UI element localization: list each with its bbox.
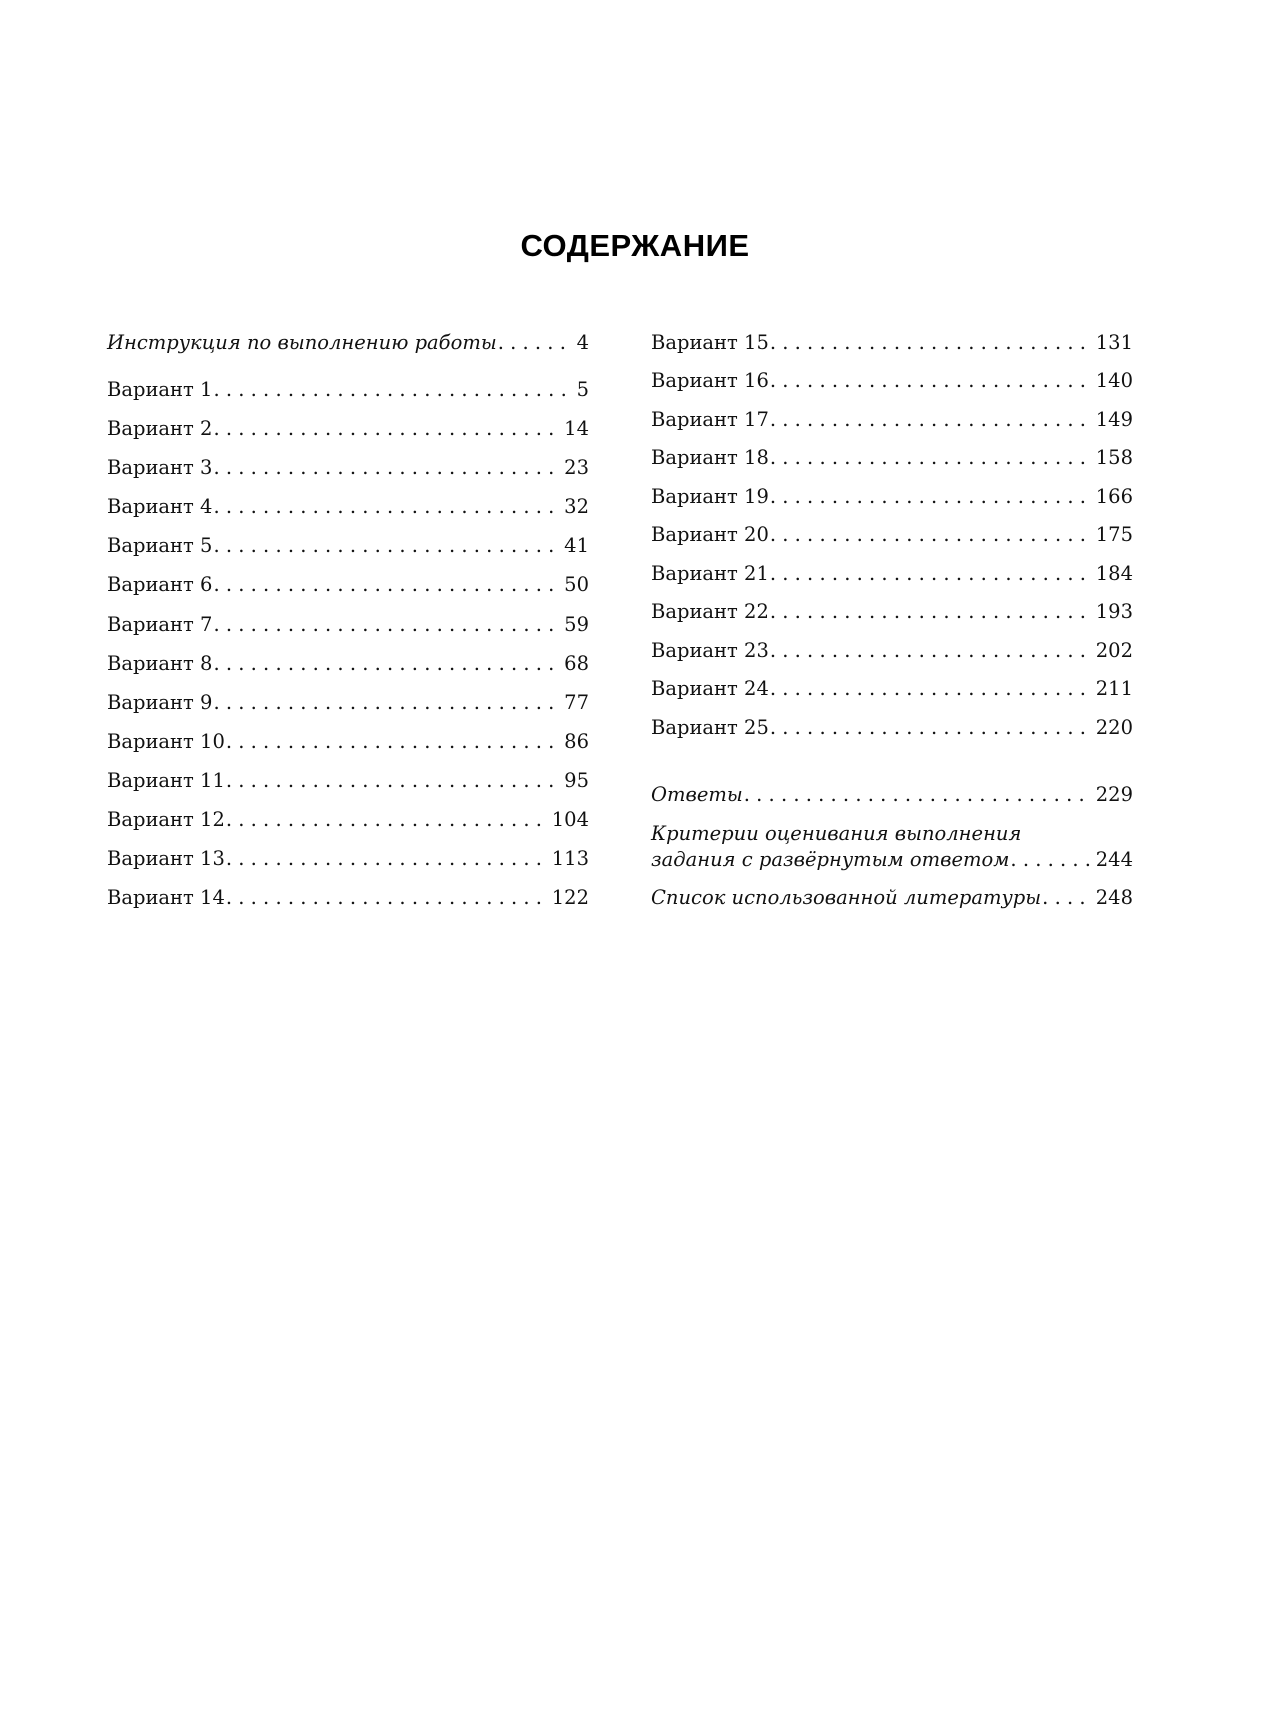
toc-entry-page: 77 xyxy=(564,691,589,714)
toc-entry[interactable] xyxy=(651,484,1133,510)
toc-entry-page: 122 xyxy=(551,886,589,909)
toc-entry-label: Вариант 2 xyxy=(107,417,213,440)
toc-entry-page: 41 xyxy=(564,534,589,557)
dot-leader xyxy=(770,445,1092,471)
toc-entry-label: Вариант 24 xyxy=(651,677,769,700)
dot-leader xyxy=(226,807,548,833)
toc-entry[interactable] xyxy=(107,416,589,442)
dot-leader xyxy=(213,377,572,403)
toc-entry[interactable] xyxy=(107,729,589,755)
toc-entry-label: Вариант 25 xyxy=(651,716,769,739)
dot-leader xyxy=(213,455,560,481)
dot-leader xyxy=(770,407,1092,433)
dot-leader xyxy=(770,330,1092,356)
toc-entry-label: Вариант 21 xyxy=(651,562,769,585)
toc-entry[interactable] xyxy=(107,768,589,794)
toc-entry-criteria[interactable] xyxy=(651,821,1133,873)
toc-entry-bibliography[interactable] xyxy=(651,885,1133,911)
toc-entry-page: 202 xyxy=(1095,639,1133,662)
toc-entry-page: 175 xyxy=(1095,523,1133,546)
toc-entry-page: 220 xyxy=(1095,716,1133,739)
toc-entry-instruction[interactable] xyxy=(107,330,589,356)
page-title: СОДЕРЖАНИЕ xyxy=(520,228,750,263)
toc-entry[interactable] xyxy=(107,455,589,481)
toc-entry[interactable] xyxy=(107,846,589,872)
toc-entry-label: Вариант 9 xyxy=(107,691,213,714)
toc-entry-label: Вариант 19 xyxy=(651,485,769,508)
toc-entry-label: Вариант 15 xyxy=(651,331,769,354)
toc-entry-label: Вариант 16 xyxy=(651,369,769,392)
toc-entry-label: Вариант 8 xyxy=(107,652,213,675)
toc-entry[interactable] xyxy=(107,885,589,911)
toc-entry-label: Вариант 3 xyxy=(107,456,213,479)
toc-entry[interactable] xyxy=(651,638,1133,664)
toc-entry-label: Вариант 5 xyxy=(107,534,213,557)
toc-entry-page: 86 xyxy=(564,730,589,753)
toc-entry-label: Вариант 11 xyxy=(107,769,225,792)
toc-entry-label-line-1: Критерии оценивания выполнения xyxy=(651,822,1022,845)
toc-entry-page: 193 xyxy=(1095,600,1133,623)
toc-entry[interactable] xyxy=(107,377,589,403)
toc-entry-page: 166 xyxy=(1095,485,1133,508)
toc-entry-page: 59 xyxy=(564,613,589,636)
toc-entry-page: 229 xyxy=(1095,783,1133,806)
dot-leader xyxy=(213,572,560,598)
toc-entry-page: 158 xyxy=(1095,446,1133,469)
toc-entry-label: Вариант 17 xyxy=(651,408,769,431)
toc-entry-label: Вариант 4 xyxy=(107,495,213,518)
toc-entry[interactable] xyxy=(107,494,589,520)
toc-entry-label: Вариант 12 xyxy=(107,808,225,831)
toc-entry-page: 113 xyxy=(551,847,589,870)
toc-entry[interactable] xyxy=(651,522,1133,548)
dot-leader xyxy=(1010,847,1091,873)
dot-leader xyxy=(226,768,560,794)
toc-entry[interactable] xyxy=(651,368,1133,394)
dot-leader xyxy=(213,651,560,677)
dot-leader xyxy=(770,561,1092,587)
toc-entry[interactable] xyxy=(651,330,1133,356)
dot-leader xyxy=(770,599,1092,625)
toc-entry[interactable] xyxy=(651,407,1133,433)
toc-entry-page: 23 xyxy=(564,456,589,479)
toc-entry-page: 211 xyxy=(1095,677,1133,700)
toc-entry[interactable] xyxy=(107,651,589,677)
dot-leader xyxy=(213,416,560,442)
dot-leader xyxy=(213,533,560,559)
toc-entry-page: 4 xyxy=(576,331,589,354)
toc-entry-page: 95 xyxy=(564,769,589,792)
toc-entry-label: Вариант 13 xyxy=(107,847,225,870)
toc-entry-page: 248 xyxy=(1095,886,1133,909)
toc-entry[interactable] xyxy=(107,690,589,716)
dot-leader xyxy=(744,782,1092,808)
toc-entry-label: Вариант 1 xyxy=(107,378,213,401)
toc-entry-page: 50 xyxy=(564,573,589,596)
toc-entry[interactable] xyxy=(107,533,589,559)
dot-leader xyxy=(770,484,1092,510)
toc-entry[interactable] xyxy=(651,676,1133,702)
toc-entry[interactable] xyxy=(651,715,1133,741)
toc-entry[interactable] xyxy=(651,599,1133,625)
toc-entry-page: 149 xyxy=(1095,408,1133,431)
toc-entry-page: 5 xyxy=(576,378,589,401)
dot-leader xyxy=(770,638,1092,664)
dot-leader xyxy=(226,729,560,755)
dot-leader xyxy=(770,715,1092,741)
dot-leader xyxy=(213,494,560,520)
toc-entry-label: Инструкция по выполнению работы xyxy=(107,331,497,354)
toc-entry-label: Вариант 18 xyxy=(651,446,769,469)
dot-leader xyxy=(1042,885,1092,911)
dot-leader xyxy=(770,522,1092,548)
toc-entry[interactable] xyxy=(107,612,589,638)
toc-entry-label: Вариант 6 xyxy=(107,573,213,596)
dot-leader xyxy=(770,676,1092,702)
dot-leader xyxy=(213,690,560,716)
toc-entry-label: задания с развёрнутым ответом xyxy=(651,848,1010,871)
toc-entry-label: Список использованной литературы xyxy=(651,886,1042,909)
toc-entry-label: Вариант 7 xyxy=(107,613,213,636)
toc-entry[interactable] xyxy=(107,572,589,598)
toc-entry-page: 14 xyxy=(564,417,589,440)
toc-entry[interactable] xyxy=(651,561,1133,587)
toc-entry-answers[interactable] xyxy=(651,782,1133,808)
toc-entry[interactable] xyxy=(107,807,589,833)
dot-leader xyxy=(770,368,1092,394)
dot-leader xyxy=(498,330,573,356)
dot-leader xyxy=(226,846,548,872)
toc-entry-label: Вариант 22 xyxy=(651,600,769,623)
dot-leader xyxy=(226,885,548,911)
toc-entry-page: 32 xyxy=(564,495,589,518)
toc-entry-page: 68 xyxy=(564,652,589,675)
toc-entry-label: Вариант 23 xyxy=(651,639,769,662)
toc-entry-page: 140 xyxy=(1095,369,1133,392)
toc-entry-page: 244 xyxy=(1095,848,1133,871)
toc-entry-label: Ответы xyxy=(651,783,743,806)
toc-entry-label: Вариант 20 xyxy=(651,523,769,546)
toc-entry-page: 184 xyxy=(1095,562,1133,585)
toc-entry-page: 131 xyxy=(1095,331,1133,354)
toc-entry-label: Вариант 10 xyxy=(107,730,225,753)
toc-entry-page: 104 xyxy=(551,808,589,831)
toc-entry-label: Вариант 14 xyxy=(107,886,225,909)
dot-leader xyxy=(213,612,560,638)
toc-entry[interactable] xyxy=(651,445,1133,471)
